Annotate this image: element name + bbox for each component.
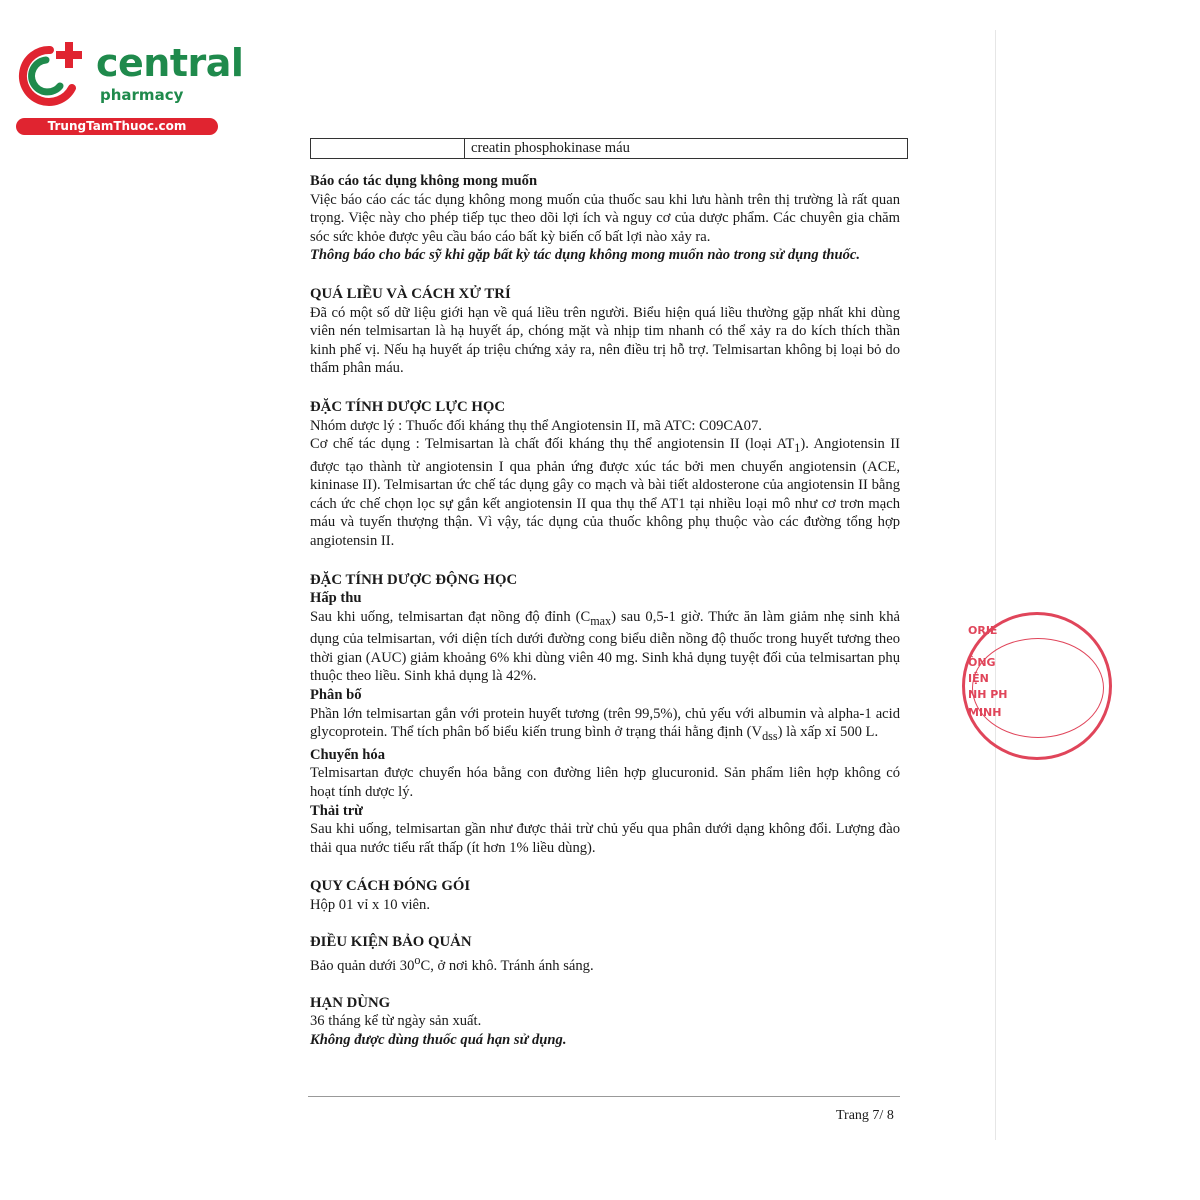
- subsection-heading: Hấp thu: [310, 590, 362, 607]
- stamp-text: IỆN: [968, 672, 989, 685]
- paragraph: [310, 435, 900, 550]
- section-heading: QUÁ LIỀU VÀ CÁCH XỬ TRÍ: [310, 285, 511, 302]
- paragraph: Sau khi uống, telmisartan gần như được thải trừ chủ yếu qua phân dưới dạng không đổi. Lượng đào thải qua nước tiểu rất thấp (ít hơn 1% liều dùng).: [310, 821, 900, 856]
- paragraph: Telmisartan được chuyển hóa bằng con đường liên hợp glucuronid. Sản phẩm liên hợp không có hoạt tính dược lý.: [310, 765, 900, 800]
- table-cell: creatin phosphokinase máu: [465, 139, 908, 159]
- warning-note: Không được dùng thuốc quá hạn sử dụng.: [310, 1031, 567, 1048]
- section-heading: HẠN DÙNG: [310, 994, 391, 1011]
- superscript: o: [414, 953, 421, 968]
- text-run: Bảo quản dưới 30: [310, 957, 415, 974]
- text-run: ). Angiotensin II được tạo thành từ angiotensin I qua phản ứng được xúc tác bởi men chuyển angiotensin (ACE, kininase II). Telmisartan ức chế tác dụng gây co mạch và bài tiết aldosterone của angiotensin II bằng cách ức chế chọn lọc sự gắn kết angiotensin II qua thụ thể AT1 tại nhiều loại mô như cơ trơn mạch máu và tuyến thượng thận. Vì vậy, tác dụng của thuốc không phụ thuộc vào các đường tổng hợp angiotensin II.: [310, 436, 900, 549]
- document-content: [310, 138, 900, 1049]
- paragraph: [310, 608, 900, 686]
- central-pharmacy-logo: [10, 38, 244, 138]
- table-row: [311, 139, 908, 159]
- paragraph: 36 tháng kể từ ngày sản xuất.: [310, 1013, 482, 1030]
- subscript: 1: [794, 441, 801, 456]
- stamp-text: ORIE: [968, 624, 998, 637]
- footer-divider: [308, 1096, 900, 1097]
- stamp-text: NH PH: [968, 688, 1008, 701]
- logo-sub: pharmacy: [100, 86, 184, 104]
- subsection-heading: Chuyển hóa: [310, 746, 386, 763]
- text-run: Sau khi uống, telmisartan đạt nồng độ đỉnh (C: [310, 608, 591, 625]
- subscript: dss: [762, 729, 778, 744]
- subsection-heading: Phân bố: [310, 687, 362, 704]
- text-run: Phần lớn telmisartan gắn với protein huyết tương (trên 99,5%), chủ yếu với albumin và alpha-1 acid glycoprotein. Thể tích phân bố biểu kiến trung bình ở trạng thái hằng định (V: [310, 705, 900, 741]
- logo-url-bar: TrungTamThuoc.com: [16, 118, 218, 135]
- subsection-heading: Thải trừ: [310, 802, 363, 819]
- paragraph: [310, 951, 900, 975]
- section-heading: QUY CÁCH ĐÓNG GÓI: [310, 878, 471, 895]
- stamp-text: MINH: [968, 706, 1002, 719]
- stamp-text: ÒNG: [968, 656, 996, 669]
- company-stamp: [962, 612, 1008, 760]
- section-heading: Báo cáo tác dụng không mong muốn: [310, 173, 538, 189]
- table-cell: [311, 139, 465, 159]
- text-run: ) là xấp xỉ 500 L.: [777, 724, 879, 741]
- subscript: max: [590, 613, 612, 628]
- page-number: Trang 7/ 8: [836, 1108, 894, 1123]
- paragraph: Đã có một số dữ liệu giới hạn về quá liều trên người. Biểu hiện quá liều thường gặp nhất khi dùng viên nén telmisartan là hạ huyết áp, chóng mặt và nhịp tim nhanh có thể xảy ra do kích thích thần kinh phế vị. Nếu hạ huyết áp triệu chứng xảy ra, nên điều trị hỗ trợ. Telmisartan không bị loại bỏ do thẩm phân máu.: [310, 304, 900, 377]
- section-heading: ĐẶC TÍNH DƯỢC LỰC HỌC: [310, 398, 506, 415]
- section-heading: ĐIỀU KIỆN BẢO QUẢN: [310, 933, 472, 950]
- text-run: Cơ chế tác dụng : Telmisartan là chất đối kháng thụ thể angiotensin II (loại AT: [310, 436, 795, 453]
- warning-note: Thông báo cho bác sỹ khi gặp bất kỳ tác dụng không mong muốn nào trong sử dụng thuốc.: [310, 247, 861, 264]
- text-run: C, ở nơi khô. Tránh ánh sáng.: [420, 957, 594, 974]
- section-heading: ĐẶC TÍNH DƯỢC ĐỘNG HỌC: [310, 571, 518, 588]
- page-edge: [995, 30, 996, 1140]
- paragraph: [310, 705, 900, 746]
- pharmacy-cross-icon: [10, 38, 90, 108]
- paragraph: Nhóm dược lý : Thuốc đối kháng thụ thể Angiotensin II, mã ATC: C09CA07.: [310, 417, 762, 434]
- continuation-table: [310, 138, 908, 159]
- paragraph: Việc báo cáo các tác dụng không mong muốn của thuốc sau khi lưu hành trên thị trường là rất quan trọng. Việc này cho phép tiếp tục theo dõi lợi ích và nguy cơ của dược phẩm. Các chuyên gia chăm sóc sức khỏe được yêu cầu báo cáo bất kỳ biến cố bất lợi nào xảy ra.: [310, 191, 900, 245]
- paragraph: Hộp 01 vỉ x 10 viên.: [310, 896, 430, 913]
- text-run: ) sau 0,5-1 giờ. Thức ăn làm giảm nhẹ sinh khả dụng của telmisartan, với diện tích dưới đường cong biểu diễn nồng độ thuốc trong huyết tương theo thời gian (AUC) giảm khoảng 6% khi dùng viên 40 mg. Sinh khả dụng tuyệt đối của telmisartan phụ thuộc theo liều. Sinh khả dụng là 42%.: [310, 608, 900, 685]
- logo-name: central: [96, 41, 244, 85]
